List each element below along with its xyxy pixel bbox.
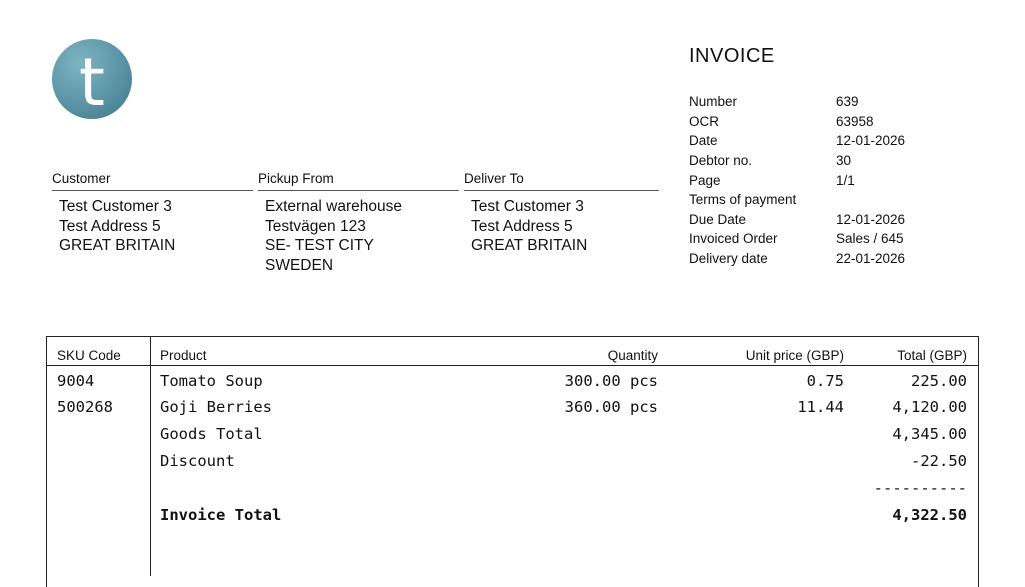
deliver-line: GREAT BRITAIN — [471, 237, 588, 255]
table-column-divider — [150, 336, 151, 576]
meta-value: 12-01-2026 — [836, 133, 906, 149]
invoice-total-label: Invoice Total — [160, 506, 282, 524]
meta-label: Debtor no. — [689, 153, 753, 169]
pickup-block — [258, 171, 459, 275]
discount-value: -22.50 — [911, 452, 967, 470]
meta-label: Invoiced Order — [689, 231, 778, 247]
meta-row — [689, 92, 989, 112]
row-unit-price: 0.75 — [806, 372, 844, 390]
invoice-total-value: 4,322.50 — [892, 506, 967, 524]
meta-row — [689, 229, 989, 249]
total-separator: ---------- — [873, 479, 967, 497]
logo-letter: t — [79, 44, 105, 119]
meta-row — [689, 249, 989, 269]
row-quantity: 300.00 pcs — [564, 372, 658, 390]
meta-value: 63958 — [836, 113, 874, 129]
header-total: Total (GBP) — [897, 348, 967, 363]
meta-row — [689, 151, 989, 171]
row-total: 4,120.00 — [892, 398, 967, 416]
row-product: Goji Berries — [160, 398, 272, 416]
customer-block — [52, 171, 253, 256]
meta-row — [689, 112, 989, 132]
meta-value: 30 — [836, 153, 852, 169]
pickup-heading: Pickup From — [258, 171, 459, 191]
meta-value: 22-01-2026 — [836, 251, 906, 267]
goods-total-value: 4,345.00 — [892, 425, 967, 443]
pickup-line: SE- TEST CITY — [265, 237, 374, 255]
meta-label: Date — [689, 133, 718, 149]
pickup-line: External warehouse — [265, 198, 402, 215]
meta-label: Page — [689, 172, 721, 188]
meta-row — [689, 131, 989, 151]
meta-row — [689, 210, 989, 230]
deliver-line: Test Customer 3 — [471, 198, 584, 215]
meta-label: Terms of payment — [689, 192, 797, 208]
meta-value: 639 — [836, 94, 859, 110]
meta-label: Due Date — [689, 211, 747, 227]
deliver-block — [464, 171, 659, 256]
deliver-heading: Deliver To — [464, 171, 659, 191]
meta-label: OCR — [689, 113, 719, 129]
table-header-divider — [47, 365, 978, 366]
header-unit-price: Unit price (GBP) — [745, 348, 844, 363]
meta-label: Delivery date — [689, 251, 768, 267]
meta-row — [689, 190, 989, 210]
header-product: Product — [160, 348, 207, 363]
customer-line: Test Customer 3 — [59, 198, 172, 215]
company-logo — [52, 39, 132, 119]
row-unit-price: 11.44 — [797, 398, 844, 416]
header-quantity: Quantity — [607, 348, 658, 363]
row-product: Tomato Soup — [160, 372, 263, 390]
invoice-title: INVOICE — [689, 45, 775, 67]
meta-label: Number — [689, 94, 738, 110]
pickup-line: SWEDEN — [265, 256, 334, 274]
pickup-address — [258, 191, 459, 275]
customer-heading: Customer — [52, 171, 253, 191]
meta-value: Sales / 645 — [836, 231, 904, 247]
meta-row — [689, 170, 989, 190]
discount-label: Discount — [160, 452, 235, 470]
customer-address — [52, 191, 253, 256]
deliver-address — [464, 191, 659, 256]
meta-value: 12-01-2026 — [836, 211, 906, 227]
meta-value: 1/1 — [836, 172, 855, 188]
customer-line: Test Address 5 — [59, 217, 161, 235]
deliver-line: Test Address 5 — [471, 217, 573, 235]
customer-line: GREAT BRITAIN — [59, 237, 176, 255]
invoice-meta — [689, 92, 989, 268]
row-total: 225.00 — [911, 372, 967, 390]
pickup-line: Testvägen 123 — [265, 217, 366, 235]
goods-total-label: Goods Total — [160, 425, 263, 443]
header-sku: SKU Code — [57, 348, 121, 363]
row-quantity: 360.00 pcs — [564, 398, 658, 416]
row-sku: 500268 — [57, 398, 113, 416]
row-sku: 9004 — [57, 372, 95, 390]
